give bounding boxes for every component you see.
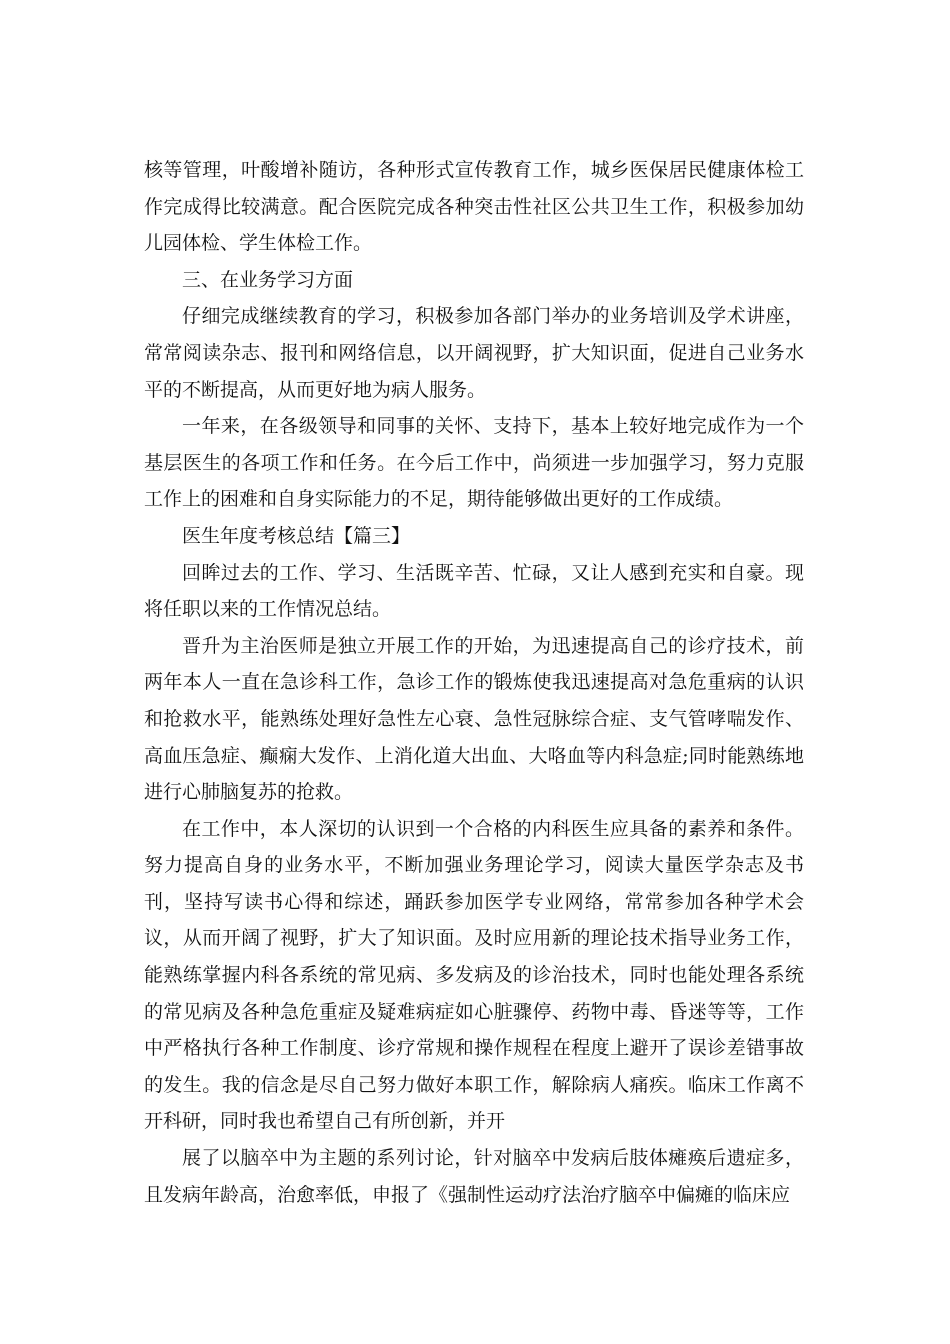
paragraph-year-summary: 一年来，在各级领导和同事的关怀、支持下，基本上较好地完成作为一个基层医生的各项工作和任务。在今后工作中，尚须进一步加强学习，努力克服工作上的困难和自身实际能力的不足，期待能够做出更好的工作成绩。 [144,415,804,511]
paragraph-research: 展了以脑卒中为主题的系列讨论，针对脑卒中发病后肢体瘫痪后遗症多，且发病年龄高，治愈率低，申报了《强制性运动疗法治疗脑卒中偏瘫的临床应 [144,1147,804,1206]
paragraph-promotion: 晋升为主治医师是独立开展工作的开始，为迅速提高自己的诊疗技术，前两年本人一直在急诊科工作，急诊工作的锻炼使我迅速提高对急危重病的认识和抢救水平，能熟练处理好急性左心衰、急性冠脉综合症、支气管哮喘发作、高血压急症、癫痫大发作、上消化道大出血、大咯血等内科急症;同时能熟练地进行心肺脑复苏的抢救。 [144,634,804,804]
document-body [144,152,804,1213]
paragraph-work: 在工作中，本人深切的认识到一个合格的内科医生应具备的素养和条件。努力提高自身的业务水平，不断加强业务理论学习，阅读大量医学杂志及书刊，坚持写读书心得和综述，踊跃参加医学专业网络，常常参加各种学术会议，从而开阔了视野，扩大了知识面。及时应用新的理论技术指导业务工作，能熟练掌握内科各系统的常见病、多发病及的诊治技术，同时也能处理各系统的常见病及各种急危重症及疑难病症如心脏骤停、药物中毒、昏迷等等，工作中严格执行各种工作制度、诊疗常规和操作规程在程度上避开了误诊差错事故的发生。我的信念是尽自己努力做好本职工作，解除病人痛疾。临床工作离不开科研，同时我也希望自己有所创新，并开 [144,817,804,1133]
paragraph-review: 回眸过去的工作、学习、生活既辛苦、忙碌，又让人感到充实和自豪。现将任职以来的工作情况总结。 [144,561,804,621]
section-heading-study: 三、在业务学习方面 [182,268,354,291]
paragraph-study: 仔细完成继续教育的学习，积极参加各部门举办的业务培训及学术讲座，常常阅读杂志、报刊和网络信息，以开阔视野，扩大知识面，促进自己业务水平的不断提高，从而更好地为病人服务。 [144,305,804,401]
section-heading-part-three: 医生年度考核总结【篇三】 [182,524,411,547]
paragraph-continuation: 核等管理，叶酸增补随访，各种形式宣传教育工作，城乡医保居民健康体检工作完成得比较满意。配合医院完成各种突击性社区公共卫生工作，积极参加幼儿园体检、学生体检工作。 [144,159,804,255]
